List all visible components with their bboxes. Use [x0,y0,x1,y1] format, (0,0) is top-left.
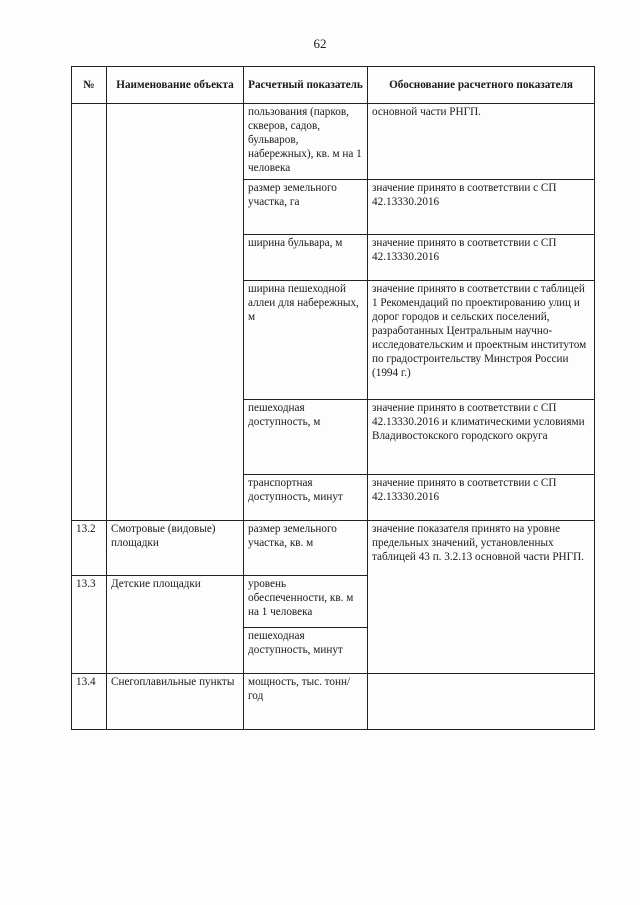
cell-indicator: пешеходная доступность, минут [244,628,368,674]
cell-indicator: ширина бульвара, м [244,235,368,281]
cell-num: 13.2 [72,521,107,576]
header-name: Наименование объекта [107,67,244,104]
cell-name-cont [107,104,244,521]
cell-basis: значение принято в соответствии с СП 42.13330.2016 [368,475,595,521]
table-row [72,104,595,180]
table-row [72,674,595,730]
cell-num-cont [72,104,107,521]
cell-indicator: транспортная доступность, минут [244,475,368,521]
indicators-table [71,66,595,730]
cell-indicator: пешеходная доступность, м [244,400,368,475]
cell-basis: значение принято в соответствии с СП 42.13330.2016 и климатическими условиями Владивостокского городского округа [368,400,595,475]
cell-indicator: пользования (парков, скверов, садов, бульваров, набережных), кв. м на 1 человека [244,104,368,180]
cell-name: Снегоплавильные пункты [107,674,244,730]
table-row [72,521,595,576]
cell-indicator: ширина пешеходной аллеи для набережных, м [244,281,368,400]
cell-indicator: мощность, тыс. тонн/ год [244,674,368,730]
cell-indicator: размер земельного участка, га [244,180,368,235]
cell-indicator: уровень обеспеченности, кв. м на 1 человека [244,576,368,628]
page-number: 62 [313,36,327,51]
header-num: № [72,67,107,104]
cell-basis: значение принято в соответствии с СП 42.13330.2016 [368,180,595,235]
cell-basis: основной части РНГП. [368,104,595,180]
cell-name: Смотровые (видовые) площадки [107,521,244,576]
cell-name: Детские площадки [107,576,244,674]
cell-num: 13.4 [72,674,107,730]
cell-basis: значение принято в соответствии с таблицей 1 Рекомендаций по проектированию улиц и дорог городов и сельских поселений, разработанных Центральным научно-исследовательским и проектным институтом по градостроительству Минстроя России (1994 г.) [368,281,595,400]
table-header-row [72,67,595,104]
cell-num: 13.3 [72,576,107,674]
header-indicator: Расчетный показатель [244,67,368,104]
cell-basis: значение принято в соответствии с СП 42.13330.2016 [368,235,595,281]
cell-indicator: размер земельного участка, кв. м [244,521,368,576]
cell-basis-merged: значение показателя принято на уровне предельных значений, установленных таблицей 43 п. 3.2.13 основной части РНГП. [368,521,595,674]
header-basis: Обоснование расчетного показателя [368,67,595,104]
cell-basis [368,674,595,730]
